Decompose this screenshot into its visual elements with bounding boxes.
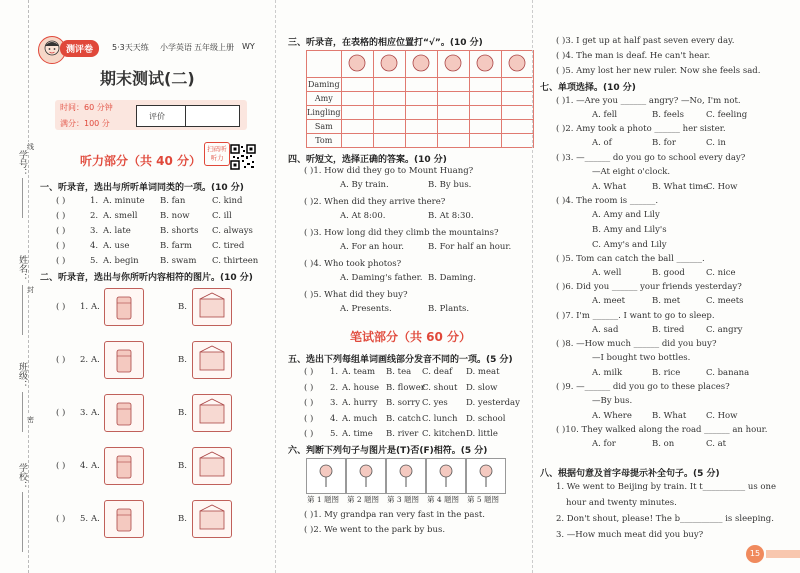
row-name: Tom <box>307 134 342 148</box>
option-d: D. meat <box>466 367 500 377</box>
sentence: 3. —How much meat did you buy? <box>556 530 704 540</box>
tick-cell[interactable] <box>341 78 373 92</box>
caption: 第 4 题图 <box>427 495 460 504</box>
option-c: C. deaf <box>422 367 453 377</box>
bathroom-icon[interactable] <box>192 500 232 538</box>
item-num: 3. <box>90 226 99 236</box>
option-a: A. begin <box>103 256 139 266</box>
tea-cup-icon[interactable] <box>192 341 232 379</box>
option-a: A. hurry <box>342 398 378 408</box>
option-c: C. always <box>212 226 253 236</box>
option-b: B. good <box>652 267 685 278</box>
edition-label: WY <box>242 42 255 51</box>
s8-title: 八、根据句意及首字母提示补全句子。(5 分) <box>540 469 720 479</box>
tick-cell[interactable] <box>373 92 405 106</box>
option-a: A. For an hour. <box>340 242 404 252</box>
tick-cell[interactable] <box>405 134 437 148</box>
option-c: C. at <box>706 439 727 450</box>
option-c: C. feeling <box>706 110 748 120</box>
table-row <box>307 134 534 148</box>
bottle-icon[interactable] <box>104 394 144 432</box>
cat-icon <box>501 51 533 78</box>
grade-label: 五年级上册 <box>194 43 234 52</box>
item-num: 4. <box>90 241 99 251</box>
tick-cell[interactable] <box>373 134 405 148</box>
option-b: B. <box>178 408 187 418</box>
item-num: 1. <box>330 367 339 377</box>
option-a: A. <box>91 302 100 312</box>
name-line <box>22 285 23 335</box>
answer-paren[interactable]: ( ) <box>56 461 66 471</box>
option-a: A. <box>91 461 100 471</box>
tick-cell[interactable] <box>405 120 437 134</box>
question-text: ( )10. They walked along the road ______ an hour. <box>556 425 768 436</box>
option-a: A. sad <box>592 324 619 335</box>
caption: 第 3 题图 <box>387 495 420 504</box>
option-c: C. tired <box>212 241 245 251</box>
option-d: D. little <box>466 429 498 439</box>
test-badge: 测评卷 <box>60 40 99 57</box>
option-c: C. angry <box>706 324 743 335</box>
subject-label: 小学英语 <box>160 43 192 52</box>
option-b: B. farm <box>160 241 192 251</box>
s5-title: 五、选出下列每组单词画线部分发音不同的一项。(5 分) <box>288 355 513 365</box>
option-b: B. catch <box>386 413 422 424</box>
teapot-icon[interactable] <box>192 394 232 432</box>
caption: 第 1 题图 <box>307 495 340 504</box>
statement: ( )3. I get up at half past seven every day. <box>556 36 735 46</box>
answer-paren[interactable]: ( ) <box>56 355 66 365</box>
option-c: C. shout <box>422 382 458 393</box>
page-title: 期末测试(二) <box>100 69 195 88</box>
option-c: C. kind <box>212 196 243 206</box>
option-b: B. feels <box>652 110 684 120</box>
page-number-bar <box>766 550 800 558</box>
answer-paren[interactable]: ( ) <box>56 196 66 206</box>
tv-icon[interactable] <box>104 500 144 538</box>
option-c: C. in <box>706 138 726 149</box>
option-b: B. Daming. <box>428 273 476 283</box>
student-id-line <box>22 178 23 218</box>
item-num: 3. <box>80 408 89 418</box>
option-a: A. smell <box>103 211 138 221</box>
tick-cell[interactable] <box>469 106 501 120</box>
bind-mark-1: 线 <box>27 143 34 151</box>
option-a: A. Daming's father. <box>340 273 423 283</box>
clock-icon <box>386 458 426 494</box>
option-a: A. What <box>592 181 627 192</box>
caption: 第 5 题图 <box>467 495 500 504</box>
answer-line: —I bought two bottles. <box>592 352 691 363</box>
question-text: ( )7. I'm ______. I want to go to sleep. <box>556 310 715 321</box>
option-c: C. How <box>706 181 738 192</box>
option-a: A. <box>91 355 100 365</box>
option-a: A. By train. <box>340 180 389 190</box>
student-id-label: 学号： <box>17 150 27 177</box>
drawing-icon <box>469 51 501 78</box>
question-text: ( )4. Who took photos? <box>304 259 402 269</box>
option-b: B. river <box>386 429 419 439</box>
option-b: B. By bus. <box>428 180 472 190</box>
bind-mark-3: 密 <box>27 416 34 424</box>
item-num: 1. <box>90 196 99 206</box>
tick-cell[interactable] <box>469 78 501 92</box>
answer-line: —At eight o'clock. <box>592 166 671 177</box>
curtain-icon[interactable] <box>104 447 144 485</box>
bedroom-icon[interactable] <box>192 447 232 485</box>
option-c: C. nice <box>706 267 736 278</box>
option-c: C. ill <box>212 211 232 221</box>
statement: ( )5. Amy lost her new ruler. Now she feels sad. <box>556 66 761 76</box>
question-text: ( )9. —______ did you go to these places? <box>556 382 730 393</box>
item-num: 3. <box>330 398 339 408</box>
listening-title: 听力部分（共 40 分） <box>80 154 202 168</box>
class-label: 班级： <box>17 362 27 389</box>
question-text: ( )2. When did they arrive there? <box>304 197 446 207</box>
s4-title: 四、听短文，选择正确的答案。(10 分) <box>288 155 447 165</box>
option-d: D. yesterday <box>466 398 520 408</box>
name-label: 姓名： <box>17 255 27 282</box>
row-name: Amy <box>307 92 342 106</box>
woman-icon <box>466 458 506 494</box>
page-number: 15 <box>746 545 764 563</box>
option-c: C. meets <box>706 296 744 307</box>
option-b: B. flower <box>386 382 425 393</box>
item-num: 4. <box>80 461 89 471</box>
option-b: B. For half an hour. <box>428 242 512 252</box>
option-a: A. Amy and Lily <box>592 209 660 220</box>
caption: 第 2 题图 <box>347 495 380 504</box>
option-c: C. thirteen <box>212 256 259 266</box>
option-b: B. shorts <box>160 226 199 236</box>
option-b: B. What <box>652 411 687 422</box>
option-a: A. meet <box>592 296 626 307</box>
table-row <box>307 106 534 120</box>
item-num: 5. <box>80 514 89 524</box>
table-header-row <box>307 51 534 78</box>
school-line <box>22 492 23 552</box>
option-c: C. Amy's and Lily <box>592 239 667 250</box>
table-row <box>307 78 534 92</box>
series-label: 5·3天天练 <box>112 43 149 52</box>
answer-paren[interactable]: ( ) <box>56 408 66 418</box>
bus-icon <box>346 458 386 494</box>
sentence: 1. We went to Beijing by train. It t__________ us one <box>556 482 777 492</box>
qr-caption: 扫码听听力 <box>204 142 230 166</box>
row-name: Sam <box>307 120 342 134</box>
option-b: B. <box>178 302 187 312</box>
option-a: A. <box>91 408 100 418</box>
option-b: B. Amy and Lily's <box>592 224 667 235</box>
score-label: 满分：100 分 <box>60 119 110 128</box>
option-a: A. Where <box>592 411 632 422</box>
tick-cell[interactable] <box>373 106 405 120</box>
sad-girl-icon <box>426 458 466 494</box>
tick-cell[interactable] <box>501 78 533 92</box>
writing-title: 笔试部分（共 60 分） <box>350 330 472 344</box>
question-text: ( )3. —______ do you go to school every day? <box>556 152 746 163</box>
row-name: Lingling <box>307 106 342 120</box>
question-text: ( )5. Tom can catch the ball ______. <box>556 253 705 264</box>
option-b: B. What time <box>652 181 709 192</box>
question-text: ( )1. —Are you ______ angry? —No, I'm not. <box>556 96 741 106</box>
item-num: 5. <box>330 429 339 439</box>
school-label: 学校： <box>17 463 27 490</box>
answer-paren[interactable]: ( ) <box>56 302 66 312</box>
option-b: B. tired <box>652 324 685 335</box>
answer-paren[interactable]: ( ) <box>304 367 314 377</box>
option-a: A. for <box>592 439 616 450</box>
statement: ( )1. My grandpa ran very fast in the past. <box>304 510 485 520</box>
option-c: C. banana <box>706 367 750 378</box>
tick-cell[interactable] <box>437 78 469 92</box>
option-a: A. milk <box>592 367 623 378</box>
table-row <box>307 92 534 106</box>
option-d: D. slow <box>466 382 498 393</box>
runner-icon <box>306 458 346 494</box>
s3-title: 三、听录音，在表格的相应位置打“√”。(10 分) <box>288 38 483 48</box>
item-num: 2. <box>330 382 339 393</box>
question-text: ( )6. Did you ______ your friends yesterday? <box>556 282 742 293</box>
qr-code-icon[interactable] <box>230 144 256 170</box>
s7-title: 七、单项选择。(10 分) <box>540 83 636 93</box>
option-a: A. minute <box>103 196 145 206</box>
s6-title: 六、判断下列句子与图片是(T)否(F)相符。(5 分) <box>288 446 488 456</box>
question-text: ( )5. What did they buy? <box>304 290 408 300</box>
answer-paren[interactable]: ( ) <box>304 429 314 439</box>
tick-cell[interactable] <box>341 134 373 148</box>
option-c: C. yes <box>422 398 448 408</box>
option-b: B. met <box>652 296 681 307</box>
tick-cell[interactable] <box>501 92 533 106</box>
clock-icon <box>373 51 405 78</box>
chef-icon <box>437 51 469 78</box>
tick-cell[interactable] <box>405 92 437 106</box>
item-num: 4. <box>330 413 339 424</box>
tick-cell[interactable] <box>501 120 533 134</box>
tick-cell[interactable] <box>501 106 533 120</box>
tick-cell[interactable] <box>437 106 469 120</box>
option-a: A. well <box>592 267 622 278</box>
answer-paren[interactable]: ( ) <box>304 382 314 393</box>
item-num: 5. <box>90 256 99 266</box>
eval-label: 评价 <box>149 112 165 121</box>
answer-paren[interactable]: ( ) <box>56 211 66 221</box>
table-row <box>307 120 534 134</box>
tick-cell[interactable] <box>469 120 501 134</box>
drink-can-icon[interactable] <box>104 288 144 326</box>
answer-paren[interactable]: ( ) <box>56 226 66 236</box>
corner-cell <box>307 51 342 78</box>
option-b: B. swam <box>160 256 197 266</box>
option-b: B. Plants. <box>428 304 470 314</box>
option-a: A. team <box>342 367 376 377</box>
tick-cell[interactable] <box>373 120 405 134</box>
option-a: A. Presents. <box>340 304 392 314</box>
item-num: 1. <box>80 302 89 312</box>
option-c: C. lunch <box>422 413 458 424</box>
option-a: A. At 8:00. <box>340 211 386 221</box>
option-c: C. kitchen <box>422 429 466 439</box>
question-text: ( )1. How did they go to Mount Huang? <box>304 166 474 176</box>
option-a: A. much <box>342 413 378 424</box>
eval-box <box>136 105 240 127</box>
answer-paren[interactable]: ( ) <box>56 256 66 266</box>
answer-paren[interactable]: ( ) <box>304 398 314 408</box>
statement: ( )2. We went to the park by bus. <box>304 525 446 535</box>
column-divider-1 <box>275 0 276 573</box>
time-label: 时间：60 分钟 <box>60 103 113 112</box>
tick-cell[interactable] <box>373 78 405 92</box>
option-a: A. of <box>592 138 612 149</box>
answer-line: —By bus. <box>592 396 633 407</box>
option-c: C. How <box>706 411 738 422</box>
option-b: B. At 8:30. <box>428 211 474 221</box>
option-b: B. rice <box>652 367 681 378</box>
bind-mark-2: 封 <box>27 286 34 294</box>
sentence: 2. Don't shout, please! The b__________ is sleeping. <box>556 514 774 524</box>
tick-cell[interactable] <box>405 78 437 92</box>
building-icon <box>405 51 437 78</box>
tick-cell[interactable] <box>341 106 373 120</box>
option-b: B. now <box>160 211 190 221</box>
option-b: B. sorry <box>386 398 421 408</box>
item-num: 2. <box>90 211 99 221</box>
option-b: B. <box>178 461 187 471</box>
question-text: ( )4. The room is ______. <box>556 195 659 206</box>
gymnast-icon[interactable] <box>104 341 144 379</box>
answer-paren[interactable]: ( ) <box>56 241 66 251</box>
tick-cell[interactable] <box>437 92 469 106</box>
item-num: 2. <box>80 355 89 365</box>
s2-title: 二、听录音，选出与你所听内容相符的图片。(10 分) <box>40 273 253 283</box>
answer-paren[interactable]: ( ) <box>56 514 66 524</box>
tick-cell[interactable] <box>469 92 501 106</box>
tick-cell[interactable] <box>405 106 437 120</box>
option-a: A. late <box>103 226 131 236</box>
tick-cell[interactable] <box>437 134 469 148</box>
option-b: B. fan <box>160 196 186 206</box>
s3-table <box>306 50 534 148</box>
question-text: ( )8. —How much ______ did you buy? <box>556 338 717 349</box>
sentence: hour and twenty minutes. <box>566 498 677 508</box>
eval-divider <box>185 106 186 126</box>
option-b: B. <box>178 355 187 365</box>
option-b: B. tea <box>386 367 412 377</box>
option-a: A. time <box>342 429 373 439</box>
hat-icon <box>341 51 373 78</box>
option-d: D. school <box>466 413 506 424</box>
option-b: B. for <box>652 138 676 149</box>
option-a: A. house <box>342 382 380 393</box>
tick-cell[interactable] <box>341 92 373 106</box>
statement: ( )4. The man is deaf. He can't hear. <box>556 51 711 61</box>
option-a: A. <box>91 514 100 524</box>
tick-cell[interactable] <box>501 134 533 148</box>
box-icon[interactable] <box>192 288 232 326</box>
tick-cell[interactable] <box>469 134 501 148</box>
question-text: ( )3. How long did they climb the mountains? <box>304 228 499 238</box>
answer-paren[interactable]: ( ) <box>304 413 314 424</box>
class-line <box>22 392 23 432</box>
tick-cell[interactable] <box>341 120 373 134</box>
tick-cell[interactable] <box>437 120 469 134</box>
option-b: B. <box>178 514 187 524</box>
column-divider-2 <box>532 0 533 573</box>
option-a: A. fell <box>592 110 618 120</box>
option-b: B. on <box>652 439 675 450</box>
option-a: A. use <box>103 241 130 251</box>
question-text: ( )2. Amy took a photo ______ her sister. <box>556 124 726 135</box>
row-name: Daming <box>307 78 342 92</box>
s1-title: 一、听录音，选出与所听单词同类的一项。(10 分) <box>40 183 244 193</box>
